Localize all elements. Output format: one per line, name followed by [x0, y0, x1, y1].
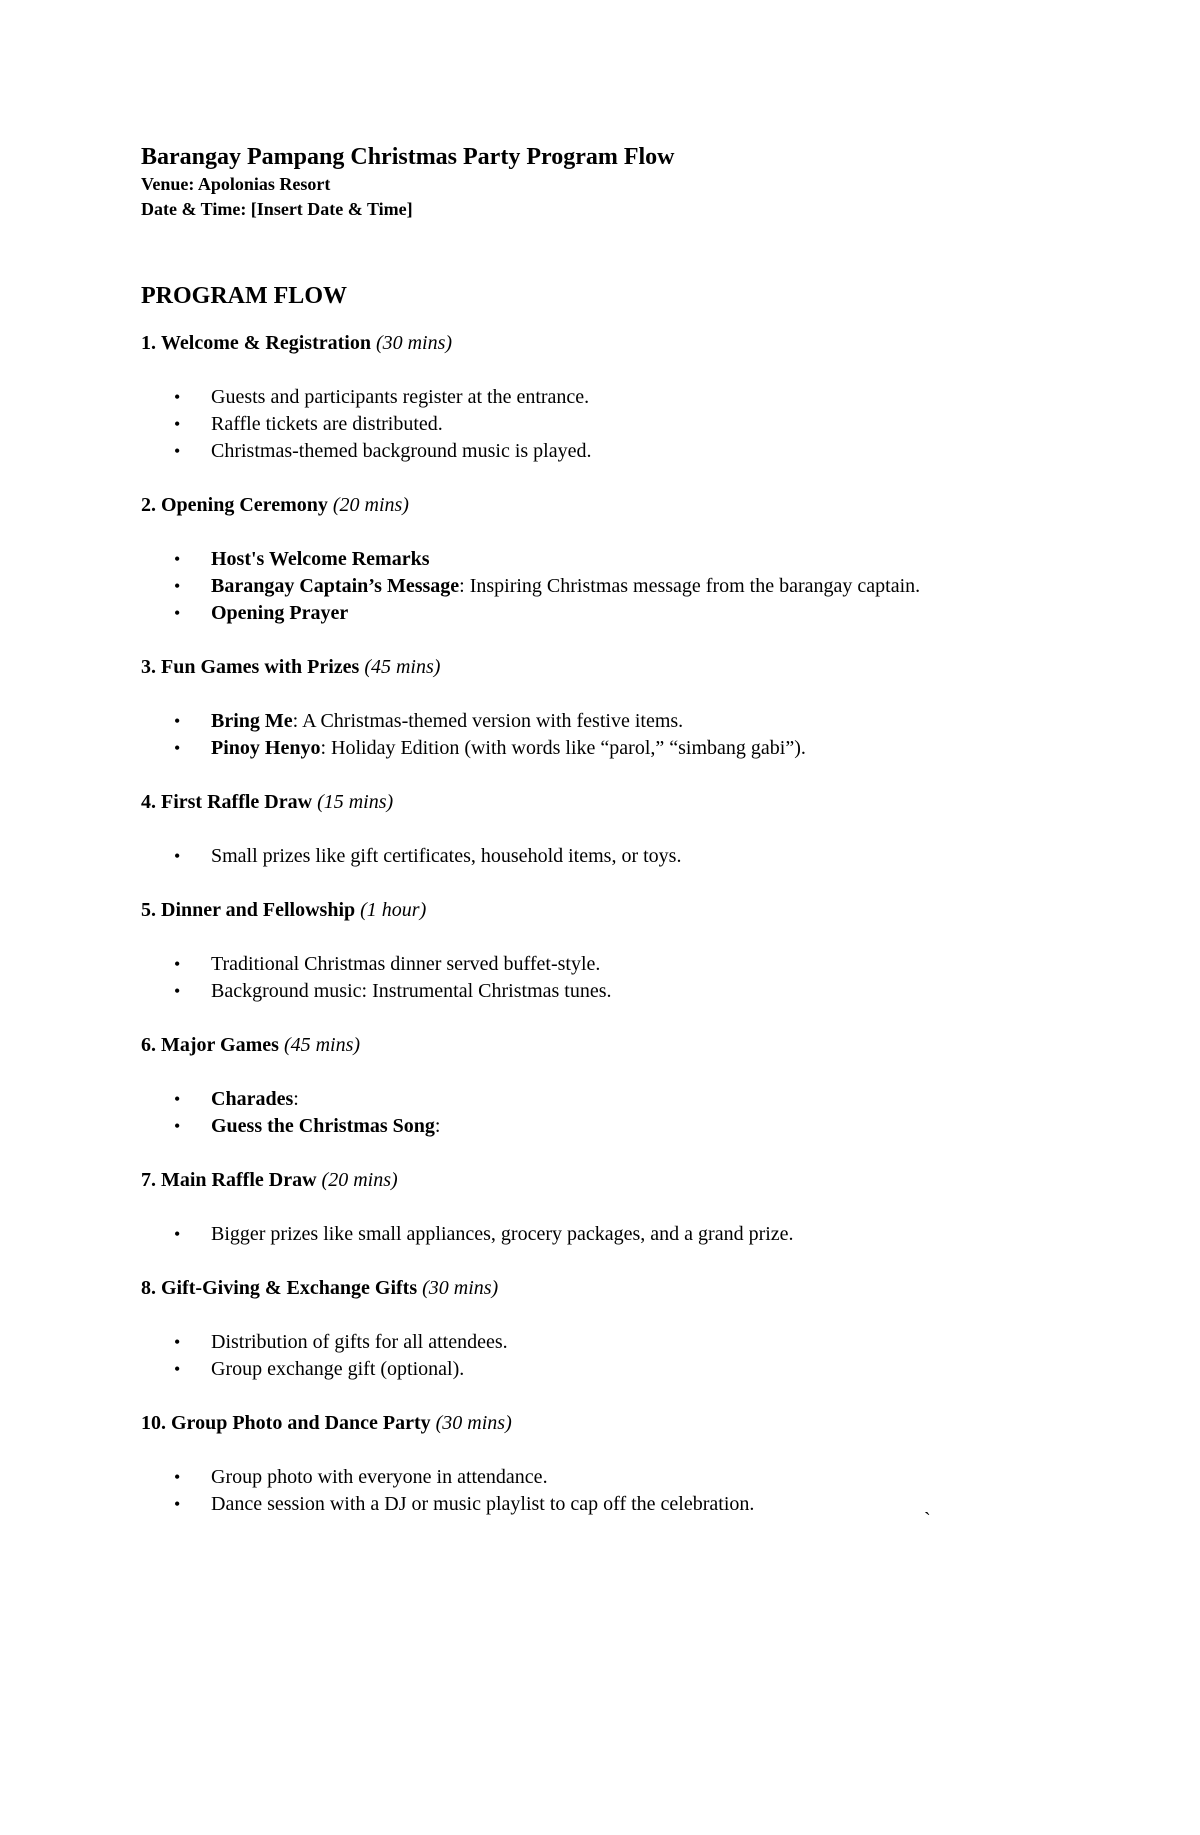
section-duration: (30 mins) — [435, 1412, 512, 1434]
list-item — [141, 1221, 1101, 1248]
section-heading — [141, 1410, 1101, 1437]
section-name: Main Raffle Draw — [161, 1169, 317, 1191]
section-number: 8. — [141, 1277, 156, 1299]
section-number: 6. — [141, 1034, 156, 1056]
list-item — [141, 1491, 1101, 1518]
bullet-icon: • — [174, 1116, 181, 1136]
section-item-list — [141, 843, 1101, 870]
section-heading — [141, 789, 1101, 816]
section-number: 5. — [141, 899, 156, 921]
section-name: First Raffle Draw — [161, 791, 313, 813]
section-name: Fun Games with Prizes — [161, 656, 360, 678]
list-item — [141, 1464, 1101, 1491]
section-heading — [141, 330, 1101, 357]
item-bold-label: Pinoy Henyo — [211, 737, 321, 759]
bullet-icon: • — [174, 711, 181, 731]
list-item — [141, 438, 1101, 465]
section-item-list — [141, 384, 1101, 465]
section-heading — [141, 492, 1101, 519]
item-text: Christmas-themed background music is played. — [211, 440, 592, 462]
section-heading — [141, 654, 1101, 681]
section-duration: (30 mins) — [422, 1277, 499, 1299]
list-item — [141, 600, 1101, 627]
program-section — [141, 330, 1101, 465]
item-text: : — [434, 1115, 441, 1137]
bullet-icon: • — [174, 576, 181, 596]
section-duration: (30 mins) — [375, 332, 453, 354]
item-text: Guests and participants register at the entrance. — [211, 386, 590, 408]
section-number: 10. — [141, 1412, 166, 1434]
section-duration: (45 mins) — [283, 1034, 361, 1056]
section-heading — [141, 897, 1101, 924]
item-text: : Holiday Edition (with words like “parol,” “simbang gabi”). — [320, 737, 806, 759]
section-heading — [141, 1167, 1101, 1194]
bullet-icon: • — [174, 414, 181, 434]
item-text: Small prizes like gift certificates, household items, or toys. — [211, 845, 682, 867]
section-duration: (20 mins) — [321, 1169, 398, 1191]
list-item — [141, 843, 1101, 870]
item-bold-label: Bring Me — [211, 710, 293, 732]
item-text: Traditional Christmas dinner served buffet-style. — [211, 953, 601, 975]
bullet-icon: • — [174, 1332, 181, 1352]
item-bold-label: Guess the Christmas Song — [211, 1115, 435, 1137]
section-duration: (45 mins) — [364, 656, 441, 678]
program-section — [141, 1410, 1101, 1518]
program-section — [141, 1275, 1101, 1383]
section-name: Group Photo and Dance Party — [171, 1412, 431, 1434]
program-sections — [141, 330, 1101, 1518]
stray-mark: ` — [924, 1509, 931, 1531]
bullet-icon: • — [174, 441, 181, 461]
item-text: Group exchange gift (optional). — [211, 1358, 465, 1380]
program-section — [141, 897, 1101, 1005]
item-text: : — [293, 1088, 299, 1110]
section-name: Gift-Giving & Exchange Gifts — [161, 1277, 418, 1299]
program-section — [141, 1032, 1101, 1140]
item-bold-label: Opening Prayer — [211, 602, 349, 624]
item-text: : Inspiring Christmas message from the barangay captain. — [459, 575, 921, 597]
bullet-icon: • — [174, 603, 181, 623]
list-item — [141, 1113, 1101, 1140]
item-bold-label: Barangay Captain’s Message — [211, 575, 460, 597]
program-flow-heading: PROGRAM FLOW — [141, 283, 347, 309]
item-text: Dance session with a DJ or music playlist to cap off the celebration. — [211, 1493, 755, 1515]
section-heading — [141, 1032, 1101, 1059]
item-text: Bigger prizes like small appliances, grocery packages, and a grand prize. — [211, 1223, 794, 1245]
item-text: : A Christmas-themed version with festive items. — [292, 710, 684, 732]
item-bold-label: Host's Welcome Remarks — [211, 548, 430, 570]
list-item — [141, 735, 1101, 762]
date-time-line: Date & Time: [Insert Date & Time] — [141, 199, 413, 219]
program-section — [141, 654, 1101, 762]
program-section — [141, 1167, 1101, 1248]
list-item — [141, 411, 1101, 438]
program-section — [141, 492, 1101, 627]
item-bold-label: Charades — [211, 1088, 294, 1110]
bullet-icon: • — [174, 1224, 181, 1244]
bullet-icon: • — [174, 1359, 181, 1379]
list-item — [141, 708, 1101, 735]
section-duration: (20 mins) — [332, 494, 409, 516]
section-item-list — [141, 1221, 1101, 1248]
list-item — [141, 384, 1101, 411]
section-item-list — [141, 951, 1101, 1005]
list-item — [141, 978, 1101, 1005]
bullet-icon: • — [174, 1089, 181, 1109]
item-text: Background music: Instrumental Christmas tunes. — [211, 980, 612, 1002]
item-text: Group photo with everyone in attendance. — [211, 1466, 548, 1488]
section-number: 7. — [141, 1169, 156, 1191]
section-number: 1. — [141, 332, 156, 354]
section-number: 4. — [141, 791, 156, 813]
item-text: Raffle tickets are distributed. — [211, 413, 443, 435]
section-name: Dinner and Fellowship — [161, 899, 356, 921]
section-item-list — [141, 1464, 1101, 1518]
section-name: Opening Ceremony — [161, 494, 328, 516]
document-body — [141, 142, 1101, 1545]
section-number: 2. — [141, 494, 156, 516]
program-section — [141, 789, 1101, 870]
item-text: Distribution of gifts for all attendees. — [211, 1331, 508, 1353]
list-item — [141, 1329, 1101, 1356]
section-duration: (15 mins) — [317, 791, 394, 813]
bullet-icon: • — [174, 846, 181, 866]
section-number: 3. — [141, 656, 156, 678]
section-item-list — [141, 1329, 1101, 1383]
bullet-icon: • — [174, 738, 181, 758]
bullet-icon: • — [174, 1467, 181, 1487]
bullet-icon: • — [174, 387, 181, 407]
section-item-list — [141, 1086, 1101, 1140]
section-name: Major Games — [161, 1034, 279, 1056]
bullet-icon: • — [174, 981, 181, 1001]
list-item — [141, 1086, 1101, 1113]
bullet-icon: • — [174, 1494, 181, 1514]
section-duration: (1 hour) — [360, 899, 427, 921]
bullet-icon: • — [174, 549, 181, 569]
list-item — [141, 1356, 1101, 1383]
list-item — [141, 546, 1101, 573]
list-item — [141, 951, 1101, 978]
section-heading — [141, 1275, 1101, 1302]
section-name: Welcome & Registration — [161, 332, 371, 354]
list-item — [141, 573, 1101, 600]
section-item-list — [141, 708, 1101, 762]
bullet-icon: • — [174, 954, 181, 974]
document-title: Barangay Pampang Christmas Party Program Flow — [141, 144, 675, 170]
venue-line: Venue: Apolonias Resort — [141, 174, 331, 194]
section-item-list — [141, 546, 1101, 627]
